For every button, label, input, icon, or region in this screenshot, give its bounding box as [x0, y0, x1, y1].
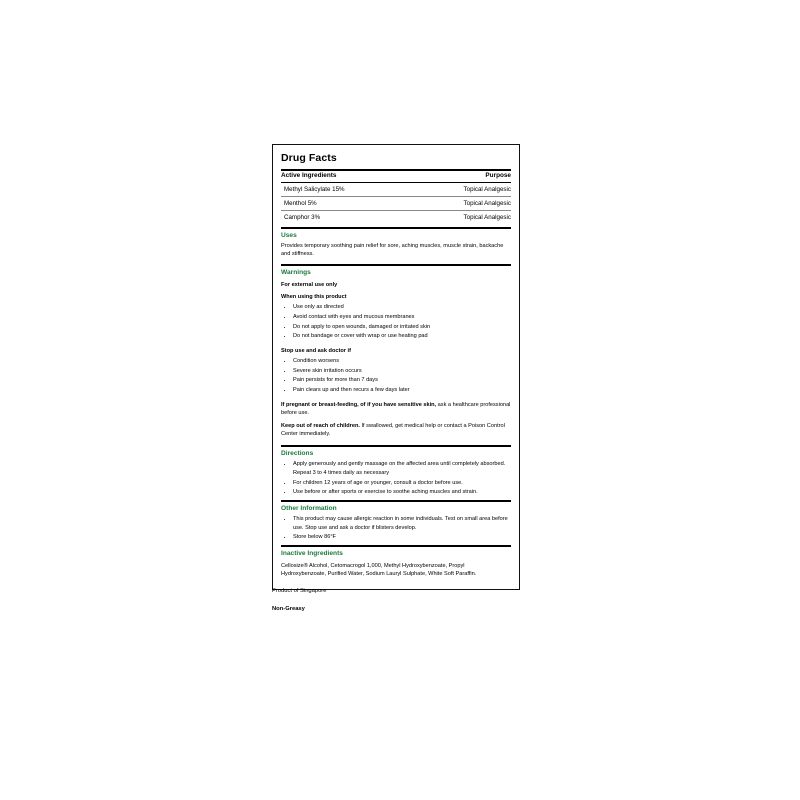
directions-list — [281, 460, 511, 497]
warning-pregnancy-bold: If pregnant or breast-feeding, of if you have sensitive skin, — [281, 401, 437, 408]
ingredient-name: Camphor 3% — [284, 214, 321, 221]
list-item: • Pain persists for more than 7 days — [293, 376, 511, 385]
warning-keep-out-rest: If swallowed, get medical help or contact a Poison Control Center immediately. — [281, 423, 505, 438]
warning-pregnancy — [281, 398, 511, 419]
section-heading-inactive-ingredients: Inactive Ingredients — [281, 549, 343, 557]
product-origin: Product of Singapore — [272, 588, 327, 594]
list-item: • For children 12 years of age or younger, consult a doctor before use. — [293, 479, 511, 488]
ingredient-name: Methyl Salicylate 15% — [284, 186, 345, 193]
drug-facts-panel — [272, 144, 520, 590]
section-heading-uses: Uses — [281, 232, 297, 239]
list-item: • Store below 86°F — [293, 533, 511, 542]
warning-keep-out-of-reach — [281, 419, 511, 440]
inactive-ingredients-text: Cellosize® Alcohol, Cetomacrogol 1,000, Methyl Hydroxybenzoate, Propyl Hydroxybenzoate, Purified Water, Sodium Lauryl Sulphate, White Soft Paraffin. — [281, 562, 477, 578]
active-ingredients-header-row — [281, 171, 511, 182]
ingredient-name: Menthol 5% — [284, 200, 317, 207]
warning-stop-use-list — [281, 357, 511, 395]
list-item: • Severe skin irritation occurs — [293, 367, 511, 376]
list-item: • Condition worsens — [293, 357, 511, 366]
warning-pregnancy-rest: ask a healthcare professional before use. — [281, 401, 511, 416]
warning-when-using-list — [281, 303, 511, 341]
other-information-list — [281, 515, 511, 542]
ingredient-purpose: Topical Analgesic — [463, 200, 511, 207]
list-item: • Pain clears up and then recurs a few days later — [293, 386, 511, 395]
list-item: • Do not apply to open wounds, damaged or irritated skin — [293, 323, 511, 332]
section-heading-directions: Directions — [281, 450, 314, 458]
active-ingredients-label: Active Ingredients — [281, 172, 337, 179]
product-tagline: Non-Greasy — [272, 606, 305, 612]
warning-stop-use-label: Stop use and ask doctor if — [281, 348, 351, 355]
warning-keep-out-bold: Keep out of reach of children. — [281, 423, 360, 430]
footer — [272, 588, 532, 612]
section-heading-other-information: Other Information — [281, 504, 337, 512]
list-item: • Apply generously and gently massage on the affected area until completely absorbed. Repeat 3 to 4 times daily as necessary — [293, 460, 511, 477]
list-item: • Use only as directed — [293, 303, 511, 312]
table-row — [281, 183, 511, 196]
list-item: • Do not bandage or cover with wrap or use heating pad — [293, 332, 511, 341]
warning-when-using-label: When using this product — [281, 294, 347, 301]
list-item: • Use before or after sports or exercise to soothe aching muscles and strain. — [293, 488, 511, 497]
uses-text: Provides temporary soothing pain relief for sore, aching muscles, muscle strain, backache and stiffness. — [281, 243, 504, 258]
list-item: • Avoid contact with eyes and mucous membranes — [293, 313, 511, 322]
warning-external-use: For external use only — [281, 282, 338, 289]
section-heading-warnings: Warnings — [281, 269, 311, 277]
table-row — [281, 197, 511, 210]
ingredient-purpose: Topical Analgesic — [463, 214, 511, 221]
page-title: Drug Facts — [281, 152, 337, 164]
ingredient-purpose: Topical Analgesic — [463, 186, 511, 193]
table-row — [281, 211, 511, 224]
list-item: • This product may cause allergic reaction in some individuals. Test on small area before use. Stop use and ask a doctor if blisters develop. — [293, 515, 511, 532]
purpose-label: Purpose — [485, 172, 511, 179]
spacer — [281, 440, 511, 442]
